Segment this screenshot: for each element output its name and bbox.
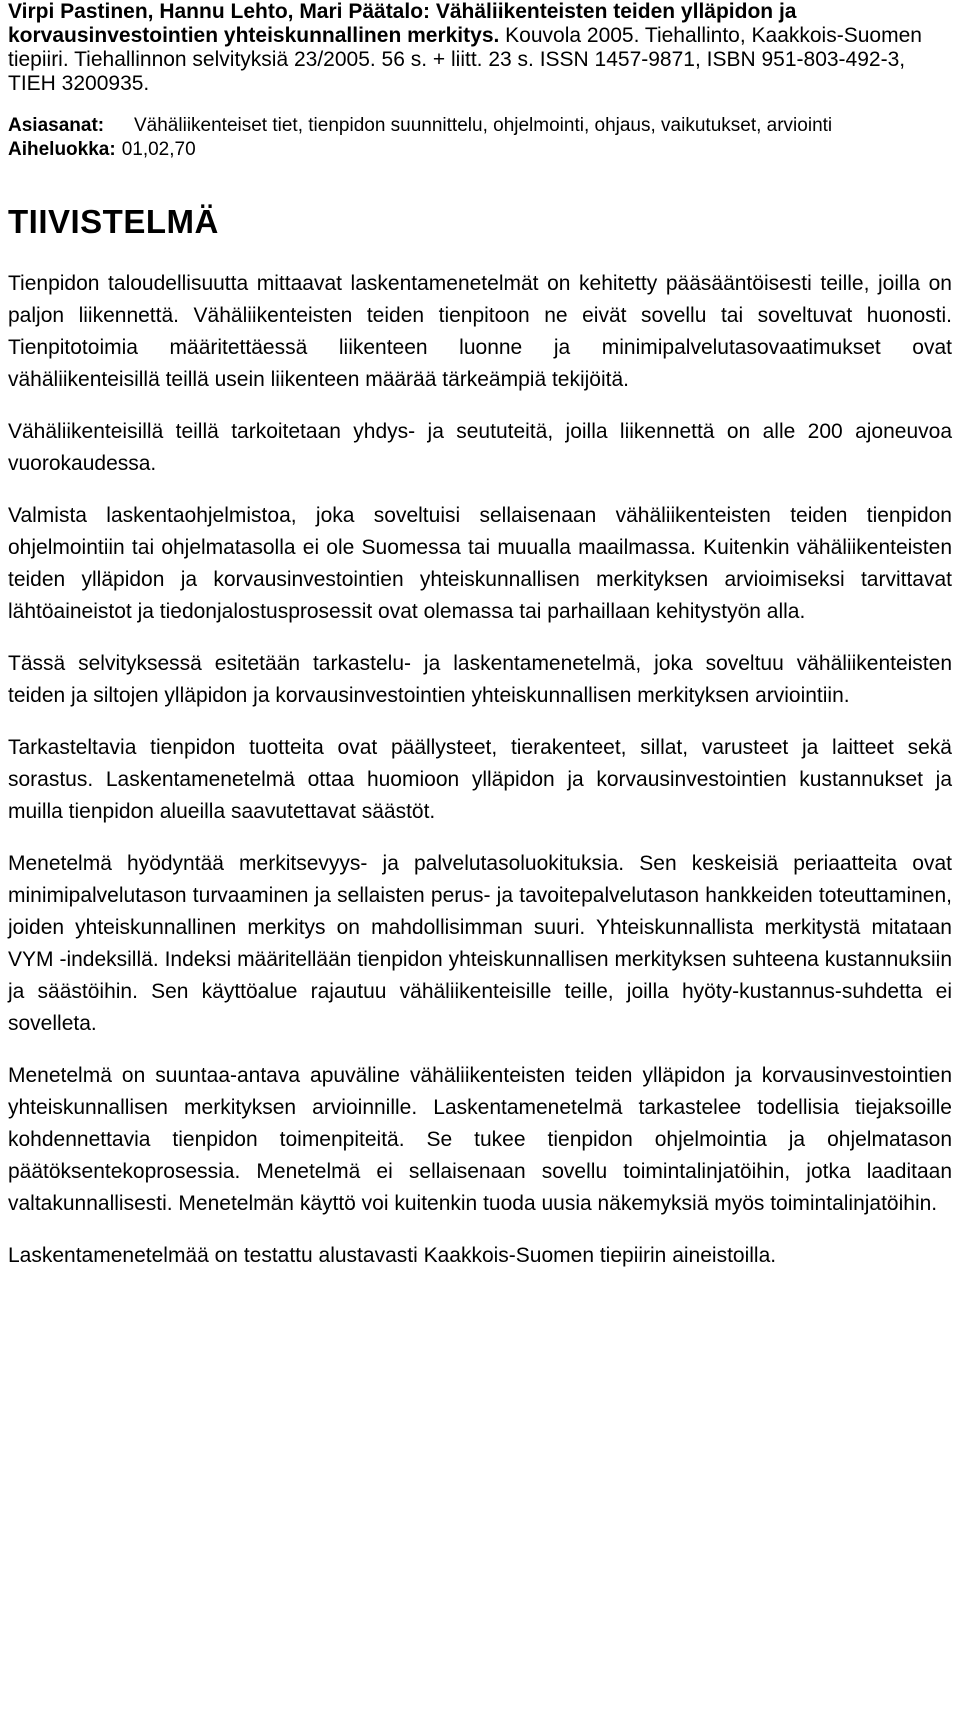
citation — [8, 0, 952, 96]
citation-publication: Kouvola 2005. Tiehallinto, Kaakkois-Suomen tiepiiri. Tiehallinnon selvityksiä 23/2005. 56 s. + liitt. 23 s. ISSN 1457-9871, ISBN 951-803-492-3, TIEH 3200935. — [8, 24, 922, 95]
subject-value: 01,02,70 — [121, 139, 196, 160]
keywords-label: Asiasanat: — [8, 115, 105, 136]
paragraph: Vähäliikenteisillä teillä tarkoitetaan yhdys- ja seututeitä, joilla liikennettä on alle 200 ajoneuvoa vuorokaudessa. — [8, 420, 952, 475]
section-heading: TIIVISTELMÄ — [8, 203, 219, 240]
metadata-block — [8, 114, 952, 162]
document-page — [8, 0, 952, 1292]
paragraph: Tarkasteltavia tienpidon tuotteita ovat päällysteet, tierakenteet, sillat, varusteet ja laitteet sekä sorastus. Laskentamenetelmä ottaa huomioon ylläpidon ja korvausinvestointien kustannukset ja muilla tienpidon alueilla saavutettavat säästöt. — [8, 736, 952, 823]
paragraph: Tässä selvityksessä esitetään tarkastelu- ja laskentamenetelmä, joka soveltuu vähäliikenteisten teiden ja siltojen ylläpidon ja korvausinvestointien yhteiskunnallisen merkityksen arviointiin. — [8, 652, 952, 707]
paragraph: Tienpidon taloudellisuutta mittaavat laskentamenetelmät on kehitetty pääsääntöisesti teille, joilla on paljon liikennettä. Vähäliikenteisten teiden tienpitoon ne eivät sovellu tai soveltuvat huonosti. Tienpitotoimia määritettäessä liikenteen luonne ja minimipalvelutasovaatimukset ovat vähäliikenteisillä teillä usein liikenteen määrää tärkeämpiä tekijöitä. — [8, 272, 952, 391]
paragraph: Valmista laskentaohjelmistoa, joka soveltuisi sellaisenaan vähäliikenteisten teiden tienpidon ohjelmointiin tai ohjelmatasolla ei ole Suomessa tai muualla maailmassa. Kuitenkin vähäliikenteisten teiden ylläpidon ja korvausinvestointien yhteiskunnallisen merkityksen arvioimiseksi tarvittavat lähtöaineistot ja tiedonjalostusprosessit ovat olemassa tai parhaillaan kehitystyön alla. — [8, 504, 952, 623]
subject-label: Aiheluokka: — [8, 139, 116, 160]
abstract-body — [8, 268, 952, 1272]
paragraph: Laskentamenetelmää on testattu alustavasti Kaakkois-Suomen tiepiirin aineistoilla. — [8, 1244, 777, 1267]
keywords-value: Vähäliikenteiset tiet, tienpidon suunnittelu, ohjelmointi, ohjaus, vaikutukset, arviointi — [134, 115, 833, 136]
subject-row — [8, 138, 952, 162]
paragraph: Menetelmä on suuntaa-antava apuväline vähäliikenteisten teiden ylläpidon ja korvausinvestointien yhteiskunnallisen merkityksen arvioinnille. Laskentamenetelmä tarkastelee todellisia tiejaksoille kohdennettavia tienpidon toimenpiteitä. Se tukee tienpidon ohjelmointia ja ohjelmatason päätöksentekoprosessia. Menetelmä ei sellaisenaan sovellu toimintalinjatöihin, jotka laaditaan valtakunnallisesti. Menetelmän käyttö voi kuitenkin tuoda uusia näkemyksiä myös toimintalinjatöihin. — [8, 1064, 952, 1215]
citation-authors-title: Virpi Pastinen, Hannu Lehto, Mari Päätalo: Vähäliikenteisten teiden ylläpidon ja korvausinvestointien yhteiskunnallinen merkitys. — [8, 0, 797, 47]
paragraph: Menetelmä hyödyntää merkitsevyys- ja palvelutasoluokituksia. Sen keskeisiä periaatteita ovat minimipalvelutason turvaaminen ja sellaisten perus- ja tavoitepalvelutason hankkeiden toteuttaminen, joiden yhteiskunnallinen merkitys on mahdollisimman suuri. Yhteiskunnallista merkitystä mitataan VYM -indeksillä. Indeksi määritellään tienpidon yhteiskunnallisen merkityksen suhteena kustannuksiin ja säästöihin. Sen käyttöalue rajautuu vähäliikenteisille teille, joilla hyöty-kustannus-suhdetta ei sovelleta. — [8, 852, 952, 1035]
keywords-row — [8, 114, 952, 138]
